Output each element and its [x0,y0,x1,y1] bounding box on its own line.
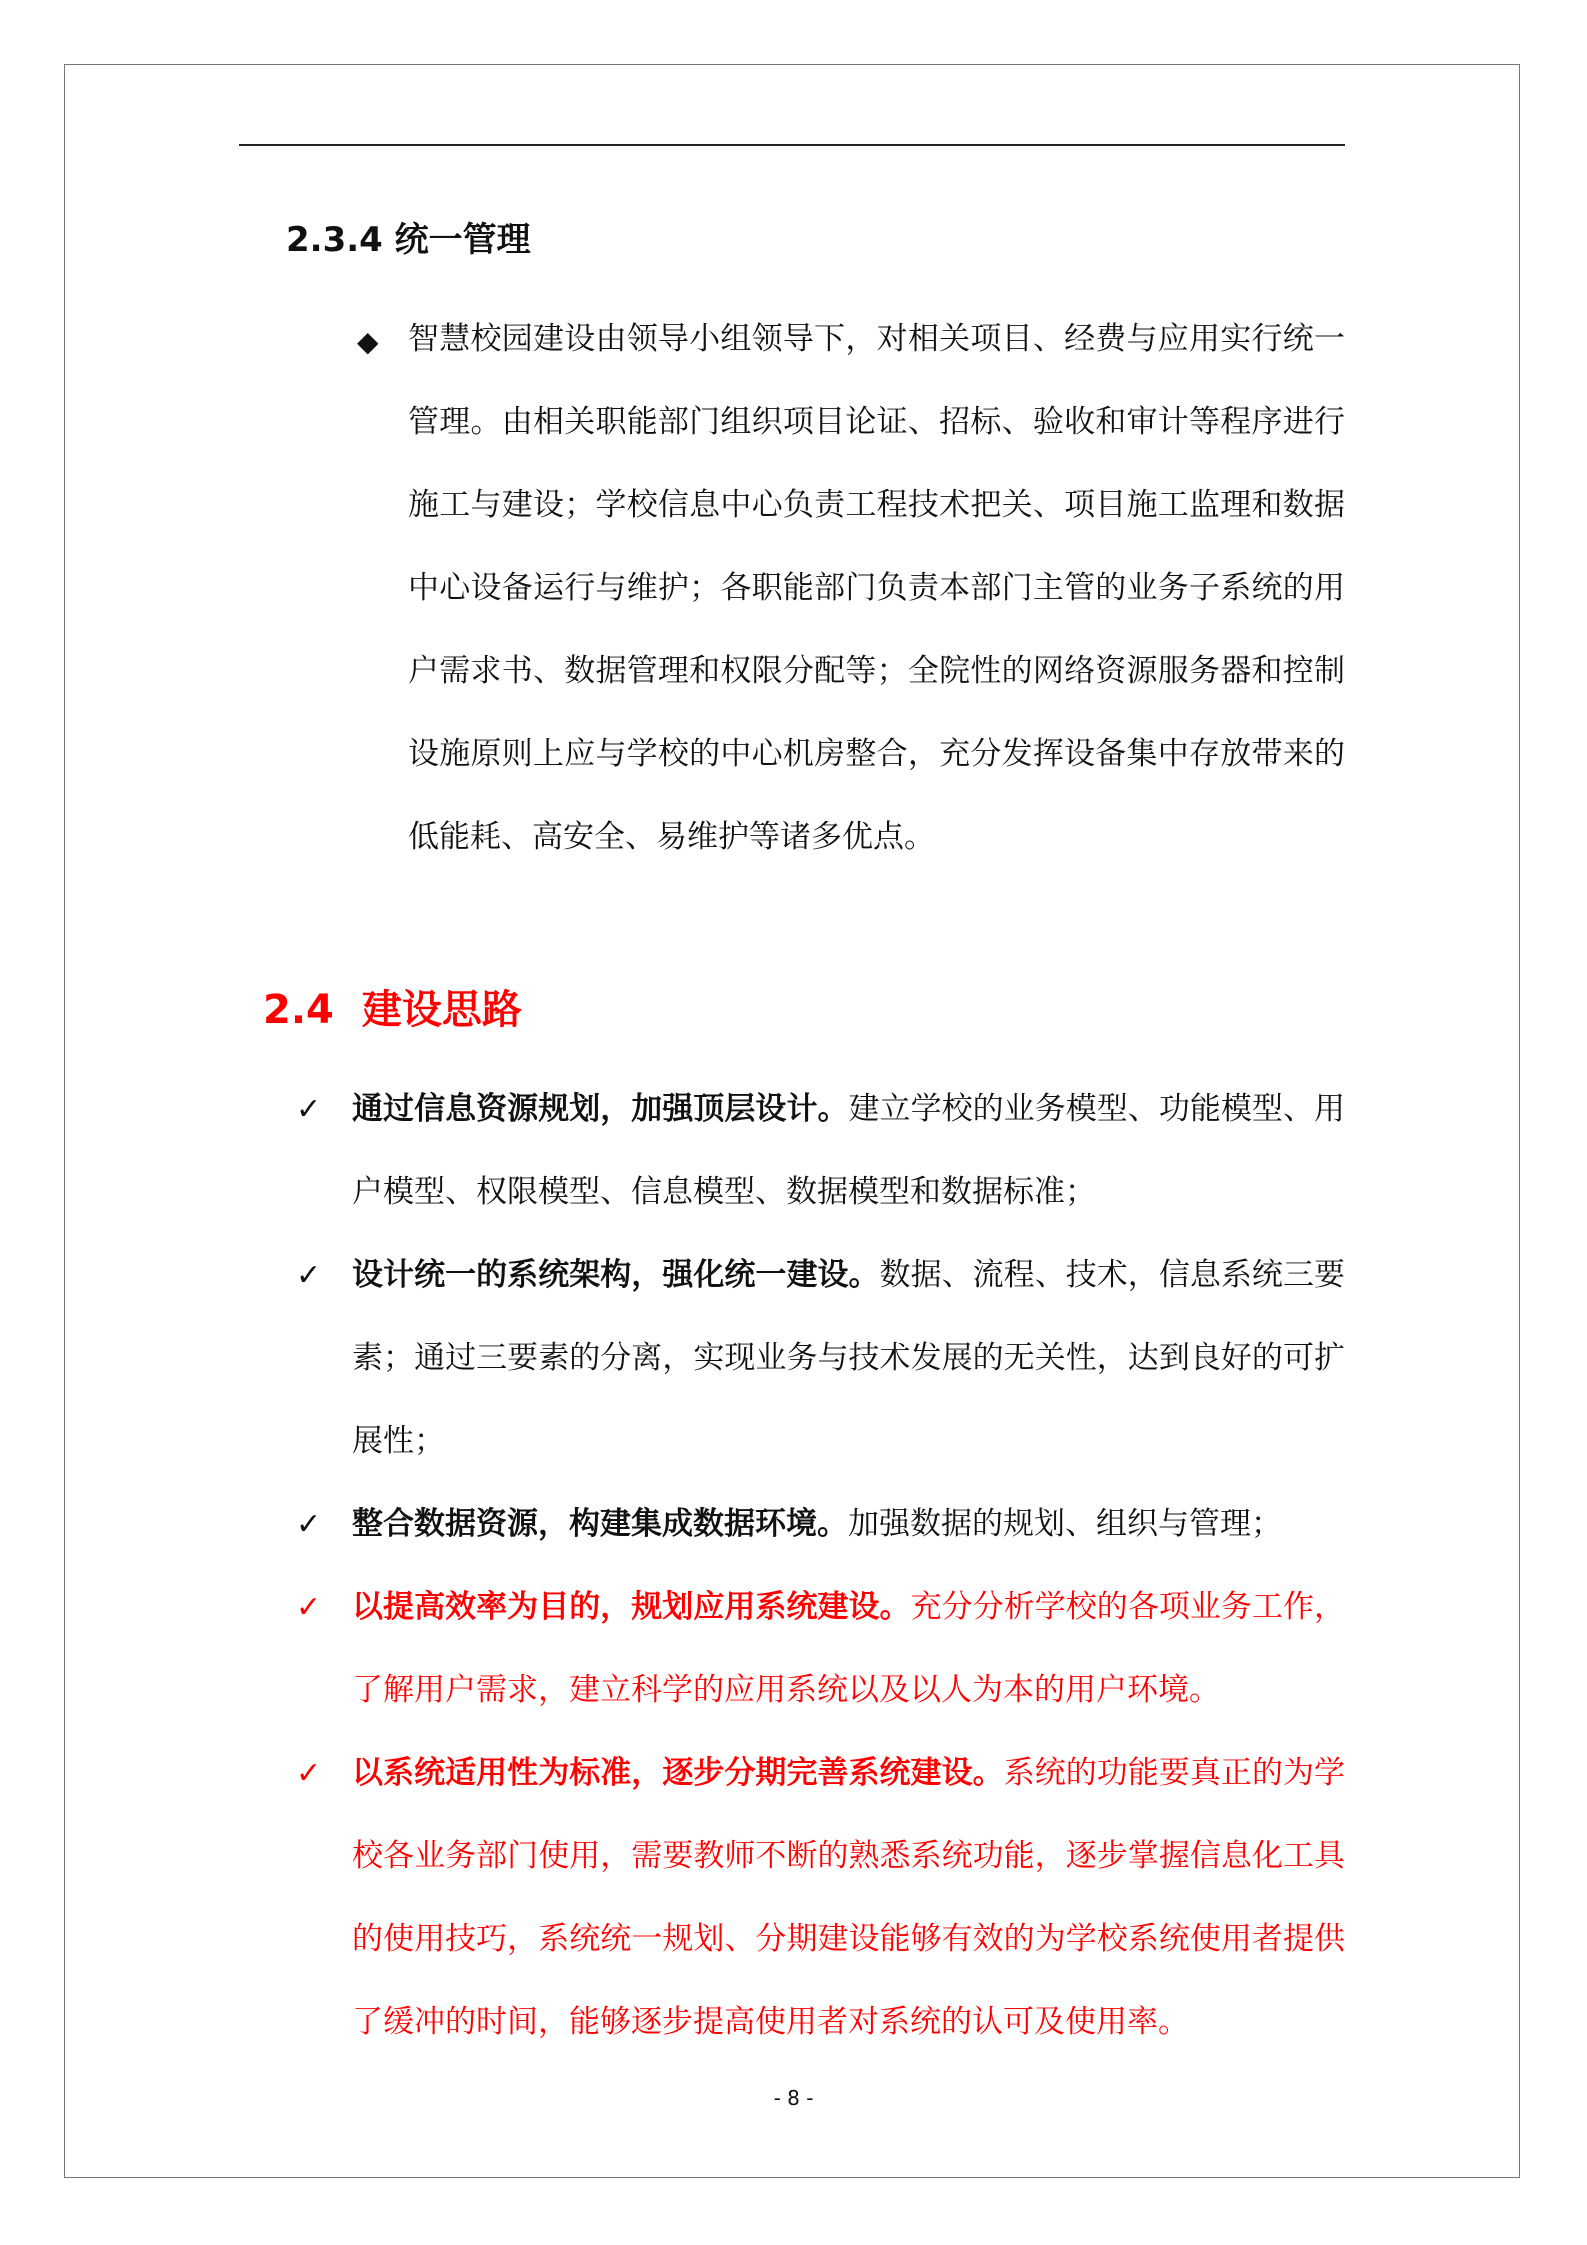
check-item [296,1566,1346,1732]
item-text: 建立学校的业务模型、功能模型、用户模型、权限模型、信息模型、数据模型和数据标准； [352,1091,1345,1210]
item-lead: 以提高效率为目的，规划应用系统建设。 [352,1589,911,1625]
check-item [296,1483,1345,1566]
bullet-paragraph: 智慧校园建设由领导小组领导下，对相关项目、经费与应用实行统一管理。由相关职能部门组织项目论证、招标、验收和审计等程序进行施工与建设；学校信息中心负责工程技术把关、项目施工监理和数据中心设备运行与维护；各职能部门负责本部门主管的业务子系统的用户需求书、数据管理和权限分配等；全院性的网络资源服务器和控制设施原则上应与学校的中心机房整合，充分发挥设备集中存放带来的低能耗、高安全、易维护等诸多优点。 [408,321,1345,855]
header-rule [239,144,1345,146]
item-lead: 以系统适用性为标准，逐步分期完善系统建设。 [352,1755,1004,1791]
check-icon: ✓ [296,1756,322,1791]
check-icon: ✓ [296,1507,322,1542]
check-item [296,1234,1345,1483]
item-text: 系统的功能要真正的为学校各业务部门使用，需要教师不断的熟悉系统功能，逐步掌握信息化工具的使用技巧，系统统一规划、分期建设能够有效的为学校系统使用者提供了缓冲的时间，能够逐步提高使用者对系统的认可及使用率。 [352,1755,1346,2040]
diamond-bullet-icon: ◆ [357,325,379,358]
item-text: 充分分析学校的各项业务工作，了解用户需求，建立科学的应用系统以及以人为本的用户环境。 [352,1589,1346,1708]
check-list [296,1068,1346,2064]
check-item [296,1068,1345,1234]
check-item [296,1732,1346,2064]
item-lead: 设计统一的系统架构，强化统一建设。 [352,1257,880,1293]
section-heading-2-4 [263,978,522,1035]
section-number: 2.4 [263,987,334,1033]
item-lead: 通过信息资源规划，加强顶层设计。 [352,1091,849,1127]
item-lead: 整合数据资源，构建集成数据环境。 [352,1506,848,1542]
section-title: 建设思路 [361,987,522,1033]
section-heading-2-3-4: 2.3.4 统一管理 [286,220,531,260]
page-number: - 8 - [773,2086,814,2110]
check-icon: ✓ [296,1590,322,1625]
item-text: 数据、流程、技术，信息系统三要素；通过三要素的分离，实现业务与技术发展的无关性，达到良好的可扩展性； [352,1257,1345,1459]
item-text: 加强数据的规划、组织与管理； [848,1506,1282,1542]
check-icon: ✓ [296,1092,322,1127]
check-icon: ✓ [296,1258,322,1293]
